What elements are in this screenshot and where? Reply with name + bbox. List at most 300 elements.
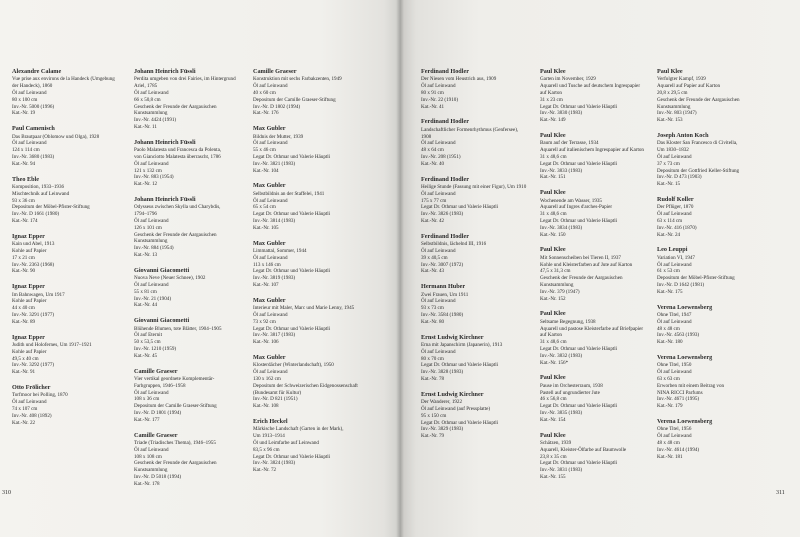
entry-detail-line: Öl auf Leinwand (12, 140, 47, 147)
artist-name: Verena Loewensberg (657, 303, 713, 311)
entry-detail-line: Inv.-Nr. 3680 (1983) (12, 153, 55, 160)
entry-detail-line: Selbstbildnis an der Staffelei, 1941 (253, 190, 325, 197)
entry-detail-line: Inv.-Nr. 5000 (1996) (12, 103, 55, 110)
entry-detail-line: Geschenk der Freunde der Aargauischen (134, 231, 217, 238)
artist-name: Camille Graeser (134, 367, 178, 375)
entry-detail-line: Inv.-Nr. 2363 (1968) (12, 261, 55, 268)
entry-detail-line: Kat.-Nr. 108 (253, 403, 279, 410)
entry-detail-line: Perdita umgeben von drei Fairies, im Hintergrund (134, 76, 236, 83)
entry-detail-line: Kunstsammlung (134, 467, 168, 474)
catalog-entry (12, 125, 134, 167)
entry-detail-line: Öl auf Leinwand (253, 311, 288, 318)
catalog-column-1 (12, 68, 134, 434)
entry-detail-line: Inv.-Nr. D 1642 (1981) (657, 281, 705, 288)
entry-detail-line: 55 x 81 cm (134, 288, 157, 295)
entry-detail-line: Kat.-Nr. 106 (253, 339, 279, 346)
entry-detail-line: Im Bahnwagen, Um 1917 (12, 291, 65, 298)
left-page-number: 310 (2, 490, 11, 496)
artist-name: Paul Klee (540, 189, 566, 197)
entry-detail-line: Kat.-Nr. 80 (421, 318, 445, 325)
entry-detail-line: Kat.-Nr. 12 (134, 181, 158, 188)
entry-detail-line: Inv.-Nr. 3821 (1983) (253, 160, 296, 167)
entry-detail-line: Kat.-Nr. 89 (12, 318, 36, 325)
entry-detail-line: (Bundesamt für Kultur) (253, 389, 302, 396)
entry-detail-line: Kat.-Nr. 41 (421, 103, 445, 110)
catalog-entry (421, 233, 543, 275)
entry-detail-line: Kat.-Nr. 155 (540, 473, 566, 480)
entry-detail-line: Paolo Malatesta und Francesca da Polenta, (134, 147, 222, 154)
entry-detail-line: 61 x 53 cm (657, 268, 680, 275)
entry-detail-line: Inv.-Nr. 883 (1954) (134, 174, 174, 181)
entry-detail-line: Ohne Titel, 1947 (657, 311, 692, 318)
entry-detail-line: Inv.-Nr. 4424 (1991) (134, 117, 177, 124)
entry-detail-line: 93 x 36 cm (12, 197, 35, 204)
book-gutter-shadow (396, 0, 404, 537)
entry-detail-line: Öl auf Leinwand (253, 369, 288, 376)
catalog-entry (657, 132, 779, 188)
entry-detail-line: Kat.-Nr. 180 (657, 339, 683, 346)
entry-detail-line: Selbstbildnis, lächelnd III, 1916 (421, 241, 487, 248)
artist-name: Otto Frölicher (12, 383, 51, 391)
entry-detail-line: Geschenk der Freunde der Aargauischen (134, 103, 217, 110)
entry-detail-line: Kat.-Nr. 181 (657, 453, 683, 460)
entry-detail-line: Mischtechnik auf Leinwand (12, 190, 70, 197)
entry-detail-line: Verfolgter Kampf, 1939 (657, 76, 706, 83)
entry-detail-line: Depositum der Camille Graeser-Stiftung (253, 96, 336, 103)
entry-detail-line: Kohle und Kleisterfarben auf Jute auf Karton (540, 261, 633, 268)
entry-detail-line: Öl auf Leinwand (134, 446, 169, 453)
entry-detail-line: Inv.-Nr. 3291 (1977) (12, 311, 55, 318)
artist-name: Paul Klee (540, 131, 566, 139)
entry-detail-line: Öl auf Leinwand (421, 247, 456, 254)
entry-detail-line: Komposition, 1933–1936 (12, 183, 65, 190)
entry-detail-line: Inv.-Nr. D 1801 (1994) (134, 409, 182, 416)
entry-detail-line: Inv.-Nr. 4614 (1994) (657, 446, 700, 453)
catalog-entry (657, 246, 779, 295)
artist-name: Paul Klee (540, 310, 566, 318)
entry-detail-line: Inv.-Nr. 3292 (1977) (12, 362, 55, 369)
entry-detail-line: Inv.-Nr. 1210 (1959) (134, 345, 177, 352)
artist-name: Paul Klee (540, 374, 566, 382)
entry-detail-line: Inv.-Nr. D 473 (1903) (657, 174, 702, 181)
artist-name: Max Gubler (253, 296, 286, 304)
entry-detail-line: Kat.-Nr. 176 (253, 110, 279, 117)
entry-detail-line: Nuova Neve (Neuer Schnee), 1902 (134, 275, 206, 282)
entry-detail-line: 65 x 54 cm (253, 204, 276, 211)
artist-name: Erich Heckel (253, 417, 288, 425)
artist-name: Paul Klee (657, 68, 683, 75)
artist-name: Verena Loewensberg (657, 353, 713, 361)
entry-detail-line: auf Karton (540, 332, 562, 339)
catalog-entry (421, 118, 543, 167)
catalog-entry (421, 68, 543, 110)
catalog-entry (134, 317, 256, 359)
entry-detail-line: Kat.-Nr. 15 (657, 181, 681, 188)
entry-detail-line: Inv.-Nr. D 5018 (1994) (134, 473, 182, 480)
entry-detail-line: Öl auf Leinwand (421, 348, 456, 355)
entry-detail-line: Aquarell auf Papier auf Karton (657, 83, 721, 90)
entry-detail-line: Inv.-Nr. 3835 (1983) (540, 409, 583, 416)
catalog-entry (421, 283, 543, 325)
entry-detail-line: Inv.-Nr. 379 (1947) (540, 288, 580, 295)
catalog-entry (12, 176, 134, 225)
entry-detail-line: Aquarell und Tusche auf deutschem Ingrespapier (540, 83, 641, 90)
entry-detail-line: Torfmoor bei Polling, 1870 (12, 392, 68, 399)
entry-detail-line: Inv.-Nr. 3584 (1980) (421, 311, 464, 318)
catalog-entry (253, 240, 375, 289)
artist-name: Johann Heinrich Füssli (134, 138, 196, 146)
entry-detail-line: Inv.-Nr. 803 (1947) (657, 110, 697, 117)
catalog-entry (134, 139, 256, 188)
entry-detail-line: Kat.-Nr. 152 (540, 295, 566, 302)
entry-detail-line: Legat Dr. Othmar und Valerie Häuptli (540, 103, 618, 110)
catalog-entry (540, 310, 662, 366)
entry-detail-line: Legat Dr. Othmar und Valerie Häuptli (540, 403, 618, 410)
entry-detail-line: Kat.-Nr. 94 (12, 160, 36, 167)
entry-detail-line: Das Brautpaar (Oblomow und Olga), 1928 (12, 133, 100, 140)
catalog-entry (657, 354, 779, 410)
entry-detail-line: Kunstsammlung (657, 103, 691, 110)
entry-detail-line: Zwei Frauen, Um 1911 (421, 291, 469, 298)
artist-name: Ernst Ludwig Kirchner (421, 333, 484, 341)
entry-detail-line: Öl auf Leinwand (657, 153, 692, 160)
entry-detail-line: Inv.-Nr. D 1802 (1994) (253, 103, 301, 110)
entry-detail-line: Der Niesen vom Heustrich aus, 1909 (421, 76, 497, 83)
catalog-entry (657, 196, 779, 238)
entry-detail-line: 48 x 48 cm (657, 439, 680, 446)
entry-detail-line: Kunstsammlung (134, 238, 168, 245)
entry-detail-line: 31 x 48,6 cm (540, 211, 567, 218)
entry-detail-line: Inv.-Nr. 3829 (1983) (421, 426, 464, 433)
entry-detail-line: 108 x 36 cm (134, 396, 160, 403)
entry-detail-line: 73 x 92 cm (253, 318, 276, 325)
entry-detail-line: Legat Dr. Othmar und Valerie Häuptli (253, 325, 331, 332)
entry-detail-line: Öl auf Leinwand (657, 211, 692, 218)
entry-detail-line: Kat.-Nr. 42 (421, 217, 445, 224)
entry-detail-line: Depositum der Möbel-Pfister-Stiftung (12, 204, 90, 211)
entry-detail-line: Kat.-Nr. 153 (657, 117, 683, 124)
catalog-entry (253, 354, 375, 410)
entry-detail-line: 55 x 46 cm (253, 147, 276, 154)
entry-detail-line: Kat.-Nr. 44 (134, 302, 158, 309)
entry-detail-line: 63 x 114 cm (657, 217, 683, 224)
entry-detail-line: 80 x 70 cm (421, 355, 444, 362)
entry-detail-line: Legat Dr. Othmar und Valerie Häuptli (253, 211, 331, 218)
entry-detail-line: Pause im Orchesterraum, 1938 (540, 382, 603, 389)
entry-detail-line: Vier vertikal geordnete Komplementär- (134, 375, 215, 382)
artist-name: Paul Klee (540, 431, 566, 439)
entry-detail-line: Aquarell, Kleister-Ölfarbe auf Baumwolle (540, 446, 627, 453)
entry-detail-line: Der Pflüger, 1870 (657, 204, 694, 211)
entry-detail-line: Öl auf Leinwand (421, 140, 456, 147)
right-page (400, 0, 800, 537)
catalog-entry (540, 432, 662, 481)
entry-detail-line: 48 x 48 cm (657, 325, 680, 332)
artist-name: Paul Camenisch (12, 125, 55, 133)
entry-detail-line: Inv.-Nr. 3831 (1983) (540, 467, 583, 474)
entry-detail-line: Limmattal, Sommer, 1944 (253, 247, 307, 254)
entry-detail-line: 83,5 x 96 cm (253, 446, 280, 453)
artist-name: Paul Klee (540, 246, 566, 254)
catalog-entry (12, 233, 134, 275)
entry-detail-line: Aquarell auf italienischem Ingrespapier auf Karton (540, 147, 644, 154)
entry-detail-line: Kat.-Nr. 154 (540, 416, 566, 423)
entry-detail-line: Kat.-Nr. 104 (253, 167, 279, 174)
entry-detail-line: Heilige Stunde (Fassung mit einer Figur), Um 1910 (421, 183, 527, 190)
entry-detail-line: Inv.-Nr. 3819 (1983) (253, 275, 296, 282)
entry-detail-line: Kunstsammlung (540, 281, 574, 288)
catalog-entry (540, 374, 662, 423)
artist-name: Alexandre Calame (12, 68, 62, 75)
entry-detail-line: 37 x 73 cm (657, 160, 680, 167)
entry-detail-line: 31 x 23 cm (540, 96, 563, 103)
artist-name: Ferdinand Hodler (421, 232, 469, 240)
entry-detail-line: der Handeck), 1860 (12, 83, 53, 90)
entry-detail-line: 63 x 63 cm (657, 375, 680, 382)
artist-name: Ignaz Epper (12, 283, 45, 291)
entry-detail-line: Inv.-Nr. 208 (1951) (421, 153, 461, 160)
entry-detail-line: Öl auf Leinwand (134, 281, 169, 288)
entry-detail-line: Bildnis der Mutter, 1939 (253, 133, 304, 140)
entry-detail-line: Öl und Leimfarbe auf Leinwand (253, 439, 319, 446)
entry-detail-line: Inv.-Nr. 22 (1910) (421, 96, 459, 103)
entry-detail-line: Wochenende am Wasser, 1935 (540, 197, 602, 204)
artist-name: Paul Klee (540, 68, 566, 75)
entry-detail-line: Inv.-Nr. 3826 (1983) (421, 211, 464, 218)
entry-detail-line: Inv.-Nr. 3830 (1983) (540, 110, 583, 117)
entry-detail-line: Blühende Blumen, tote Blätter, 1904–1905 (134, 325, 222, 332)
entry-detail-line: 121 x 132 cm (134, 167, 162, 174)
entry-detail-line: Kat.-Nr. 175 (657, 288, 683, 295)
catalog-entry (253, 418, 375, 474)
entry-detail-line: Öl auf Leinwand (12, 90, 47, 96)
entry-detail-line: Öl auf Leinwand (421, 298, 456, 305)
entry-detail-line: Kat.-Nr. 174 (12, 217, 38, 224)
catalog-entry (12, 384, 134, 426)
entry-detail-line: Inv.-Nr. 3834 (1983) (540, 224, 583, 231)
entry-detail-line: Legat Dr. Othmar und Valerie Häuptli (421, 204, 499, 211)
entry-detail-line: Kat.-Nr. 150 (540, 231, 566, 238)
entry-detail-line: Depositum der Gottfried Keller-Stiftung (657, 167, 740, 174)
entry-detail-line: Pastell auf ungrundierter Jute (540, 389, 600, 396)
catalog-entry (12, 334, 134, 376)
entry-detail-line: Öl auf Eternit (134, 332, 163, 339)
entry-detail-line: Um 1830–1832 (657, 147, 689, 154)
entry-detail-line: 48 x 64 cm (421, 147, 444, 154)
entry-detail-line: 23,8 x 35 cm (540, 453, 567, 460)
entry-detail-line: Erworben mit einem Beitrag von (657, 382, 725, 389)
entry-detail-line: Legat Dr. Othmar und Valerie Häuptli (540, 217, 618, 224)
catalog-entry (134, 267, 256, 309)
entry-detail-line: Geschenk der Freunde der Aargauischen (134, 460, 217, 467)
entry-detail-line: Inv.-Nr. 3007 (1972) (421, 261, 464, 268)
entry-detail-line: auf Karton (540, 90, 562, 96)
artist-name: Max Gubler (253, 182, 286, 190)
entry-detail-line: 130 x 162 cm (253, 375, 281, 382)
entry-detail-line: Öl auf Leinwand (12, 399, 47, 406)
entry-detail-line: Geschenk der Freunde der Aargauischen (657, 96, 740, 103)
entry-detail-line: Öl auf Leinwand (134, 217, 169, 224)
catalog-entry (421, 334, 543, 383)
catalog-entry (134, 368, 256, 424)
entry-detail-line: Inv.-Nr. D 1661 (1980) (12, 211, 60, 218)
entry-detail-line: 108 x 108 cm (134, 453, 162, 460)
entry-detail-line: Kohle auf Papier (12, 348, 47, 355)
entry-detail-line: Kohle auf Papier (12, 298, 47, 305)
entry-detail-line: Variation VI, 1947 (657, 254, 695, 261)
entry-detail-line: Klosterdächer (Winterlandschaft), 1950 (253, 362, 334, 369)
entry-detail-line: 17 x 21 cm (12, 254, 35, 261)
entry-detail-line: Öl auf Leinwand (657, 433, 692, 440)
entry-detail-line: Kat.-Nr. 40 (421, 160, 445, 167)
entry-detail-line: Depositum der Camille Graeser-Stiftung (134, 403, 217, 410)
entry-detail-line: Öl auf Leinwand (657, 369, 692, 376)
artist-name: Camille Graeser (253, 68, 297, 75)
entry-detail-line: NINA RICCI Parfums (657, 389, 703, 396)
entry-detail-line: Kat.-Nr. 43 (421, 268, 445, 275)
entry-detail-line: Judith und Holofernes, Um 1917–1921 (12, 341, 92, 348)
artist-name: Ferdinand Hodler (421, 118, 469, 126)
entry-detail-line: 31 x 48,6 cm (540, 153, 567, 160)
entry-detail-line: Kat.-Nr. 149 (540, 117, 566, 124)
artist-name: Verena Loewensberg (657, 417, 713, 425)
entry-detail-line: Öl auf Leinwand (134, 160, 169, 167)
entry-detail-line: Das Kloster San Francesco di Civitella, (657, 140, 738, 147)
entry-detail-line: Garten im November, 1929 (540, 76, 596, 83)
entry-detail-line: Kat.-Nr. 177 (134, 416, 160, 423)
artist-name: Ignaz Epper (12, 333, 45, 341)
catalog-column-6 (657, 68, 779, 468)
entry-detail-line: Öl auf Leinwand (auf Pressplatte) (421, 405, 491, 412)
entry-detail-line: Kat.-Nr. 178 (134, 480, 160, 487)
entry-detail-line: Interieur mit Maler, Marc und Marie Lenny, 1945 (253, 305, 355, 312)
artist-name: Theo Eble (12, 175, 39, 183)
artist-name: Johann Heinrich Füssli (134, 68, 196, 75)
entry-detail-line: Legat Dr. Othmar und Valerie Häuptli (421, 419, 499, 426)
entry-detail-line: Kat.-Nr. 179 (657, 403, 683, 410)
catalog-entry (12, 283, 134, 325)
entry-detail-line: Inv.-Nr. 21 (1904) (134, 295, 172, 302)
entry-detail-line: Um 1913–1914 (253, 433, 285, 440)
entry-detail-line: Öl auf Leinwand (253, 83, 288, 90)
catalog-entry (253, 125, 375, 174)
catalog-entry (134, 196, 256, 259)
entry-detail-line: 66 x 50,8 cm (134, 96, 161, 103)
artist-name: Hermann Huber (421, 283, 466, 291)
entry-detail-line: Legat Dr. Othmar und Valerie Häuptli (540, 160, 618, 167)
entry-detail-line: Konstruktion mit sechs Farbakzenten, 1949 (253, 76, 342, 83)
entry-detail-line: Legat Dr. Othmar und Valerie Häuptli (421, 362, 499, 369)
entry-detail-line: Inv.-Nr. 4563 (1993) (657, 332, 700, 339)
entry-detail-line: Kat.-Nr. 19 (12, 110, 36, 117)
entry-detail-line: Ohne Titel, 1956 (657, 426, 692, 433)
entry-detail-line: Kat.-Nr. 90 (12, 268, 36, 275)
entry-detail-line: Inv.-Nr. 3828 (1983) (421, 369, 464, 376)
entry-detail-line: Landschaftlicher Formenrhythmus (Genfersee), (421, 126, 519, 133)
entry-detail-line: 126 x 101 cm (134, 224, 162, 231)
right-page-number: 311 (776, 490, 785, 496)
entry-detail-line: Öl auf Leinwand (253, 197, 288, 204)
entry-detail-line: 74 x 107 cm (12, 405, 38, 412)
entry-detail-line: Inv.-Nr. 4671 (1995) (657, 396, 700, 403)
entry-detail-line: Legat Dr. Othmar und Valerie Häuptli (253, 453, 331, 460)
catalog-entry (12, 68, 134, 117)
entry-detail-line: 46 x 56,8 cm (540, 396, 567, 403)
entry-detail-line: Farbgruppen, 1946–1958 (134, 382, 186, 389)
entry-detail-line: 113 x 146 cm (253, 261, 281, 268)
artist-name: Max Gubler (253, 353, 286, 361)
entry-detail-line: Kat.-Nr. 107 (253, 281, 279, 288)
entry-detail-line: 1794–1796 (134, 211, 157, 218)
catalog-entry (421, 391, 543, 440)
catalog-entry (657, 68, 779, 124)
entry-detail-line: Seltsame Begegnung, 1938 (540, 318, 596, 325)
entry-detail-line: Legat Dr. Othmar und Valerie Häuptli (253, 153, 331, 160)
entry-detail-line: Triade (Triadisches Thema), 1946–1955 (134, 439, 216, 446)
catalog-entry (134, 68, 256, 131)
entry-detail-line: Kat.-Nr. 24 (657, 231, 681, 238)
entry-detail-line: Legat Dr. Othmar und Valerie Häuptli (540, 460, 618, 467)
entry-detail-line: 49,5 x 40 cm (12, 355, 39, 362)
entry-detail-line: Kat.-Nr. 156* (540, 359, 569, 366)
catalog-column-4 (421, 68, 543, 448)
artist-name: Joseph Anton Koch (657, 131, 709, 139)
entry-detail-line: Ariel, 1785 (134, 83, 158, 90)
entry-detail-line: Inv.-Nr. 3832 (1983) (540, 352, 583, 359)
catalog-entry (253, 297, 375, 346)
entry-detail-line: Kat.-Nr. 13 (134, 251, 158, 258)
entry-detail-line: Vue prise aux environs de la Handeck (Umgebung (12, 76, 115, 83)
entry-detail-line: Geschenk der Freunde der Aargauischen (540, 275, 623, 282)
catalog-entry (421, 176, 543, 225)
artist-name: Ferdinand Hodler (421, 68, 469, 75)
catalog-entry (253, 182, 375, 231)
entry-detail-line: 95 x 150 cm (421, 412, 447, 419)
entry-detail-line: Kat.-Nr. 79 (421, 433, 445, 440)
entry-detail-line: Kat.-Nr. 11 (134, 123, 157, 130)
entry-detail-line: 175 x 77 cm (421, 197, 447, 204)
catalog-entry (657, 304, 779, 346)
entry-detail-line: Kohle auf Papier (12, 247, 47, 254)
catalog-entry (540, 132, 662, 181)
entry-detail-line: Erna mit Japanschirm (Japanerin), 1913 (421, 341, 503, 348)
entry-detail-line: 31 x 48,6 cm (540, 339, 567, 346)
entry-detail-line: Depositum der Möbel-Pfister-Stiftung (657, 275, 735, 282)
entry-detail-line: Inv.-Nr. D 821 (1951) (253, 396, 298, 403)
entry-detail-line: 124 x 114 cm (12, 147, 40, 154)
catalog-entry (540, 189, 662, 238)
entry-detail-line: 1908 (421, 133, 432, 140)
entry-detail-line: Inv.-Nr. 3824 (1983) (253, 460, 296, 467)
catalog-entry (657, 418, 779, 460)
entry-detail-line: Kat.-Nr. 45 (134, 352, 158, 359)
catalog-column-3 (253, 68, 375, 482)
artist-name: Camille Graeser (134, 431, 178, 439)
artist-name: Ignaz Epper (12, 232, 45, 240)
entry-detail-line: von Gianciotto Malatesta überrascht, 1786 (134, 153, 221, 160)
entry-detail-line: 20,8 x 29,5 cm (657, 90, 688, 96)
entry-detail-line: 47,5 x 31,3 cm (540, 268, 571, 275)
artist-name: Max Gubler (253, 239, 286, 247)
entry-detail-line: 80 x 100 cm (12, 96, 38, 103)
entry-detail-line: 80 x 91 cm (421, 90, 444, 96)
entry-detail-line: Öl auf Leinwand (421, 190, 456, 197)
entry-detail-line: Ohne Titel, 1950 (657, 362, 692, 369)
artist-name: Ernst Ludwig Kirchner (421, 390, 484, 398)
catalog-column-2 (134, 68, 256, 496)
entry-detail-line: 93 x 73 cm (421, 305, 444, 312)
entry-detail-line: Öl auf Leinwand (253, 140, 288, 147)
